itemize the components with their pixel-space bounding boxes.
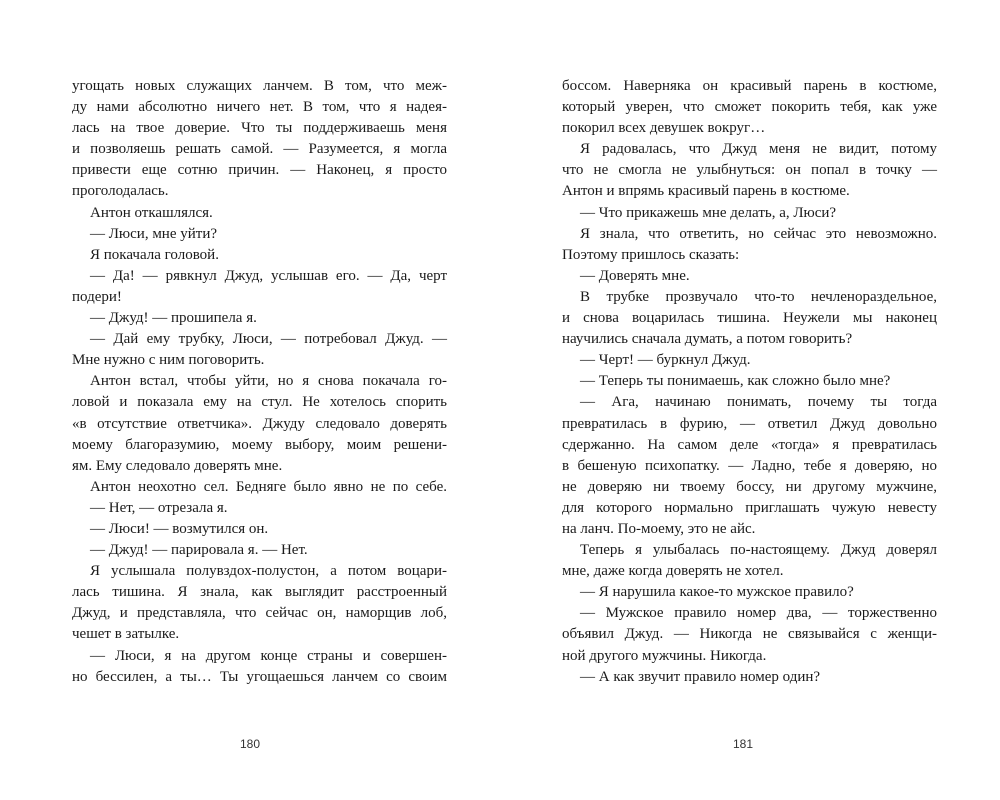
text-line: — Я нарушила какое-то мужское правило? [580, 584, 854, 601]
text-line: и позволяешь решать самой. — Разумеется, я могла [72, 141, 447, 158]
text-line: ловой и показала ему на стул. Не хотелось спорить [72, 394, 447, 411]
text-line: но бессилен, а ты… Ты угощаешься ланчем со своим [72, 668, 447, 685]
text-line: Поэтому пришлось сказать: [562, 246, 740, 263]
text-line: Джуд, и представляла, что сейчас он, наморщив лоб, [72, 605, 447, 622]
text-line: проголодалась. [72, 183, 169, 200]
text-line: Я радовалась, что Джуд меня не видит, потому [580, 141, 937, 158]
text-line: лась тишина. Я знала, как выглядит расстроенный [72, 584, 447, 601]
text-line: ям. Ему следовало доверять мне. [72, 457, 283, 474]
text-line: Теперь я улыбалась по-настоящему. Джуд доверял [580, 542, 937, 559]
text-line: научились сначала думать, а потом говорить? [562, 331, 853, 348]
text-line: Антон откашлялся. [90, 204, 213, 221]
text-line: — Черт! — буркнул Джуд. [580, 352, 751, 369]
text-line: — Теперь ты понимаешь, как сложно было мне? [580, 373, 891, 390]
text-line: «в отсутствие ответчика». Джуду следовало доверять [72, 415, 447, 432]
text-line: лась на твое доверие. Что ты поддерживаешь меня [72, 120, 447, 137]
text-line: — Джуд! — прошипела я. [90, 310, 257, 327]
text-line: — Джуд! — парировала я. — Нет. [90, 542, 308, 559]
text-line: Антон и впрямь красивый парень в костюме. [562, 183, 850, 200]
text-line: — А как звучит правило номер один? [580, 668, 821, 685]
text-line: В трубке прозвучало что-то нечленораздельное, [580, 288, 937, 305]
text-line: — Что прикажешь мне делать, а, Люси? [580, 204, 837, 221]
text-line: Мне нужно с ним поговорить. [72, 352, 265, 369]
text-line: превратилась в фурию, — ответил Джуд довольно [562, 415, 937, 432]
right-page-number: 181 [732, 737, 754, 751]
text-line: на ланч. По-моему, это не айс. [562, 520, 756, 537]
text-line: Я знала, что ответить, но сейчас это невозможно. [580, 225, 937, 242]
text-line: — Доверять мне. [580, 267, 690, 284]
text-line: Антон неохотно сел. Бедняге было явно не по себе. [90, 478, 447, 495]
text-line: — Нет, — отрезала я. [90, 499, 228, 516]
text-line: — Люси, я на другом конце страны и совершен- [90, 647, 447, 664]
text-line: моему благоразумию, моему выбору, моим решени- [72, 436, 447, 453]
text-line: мне, даже когда доверять не хотел. [562, 563, 784, 580]
text-line: ду нами абсолютно ничего нет. В том, что я надея- [72, 99, 447, 116]
text-line: сдержанно. На самом деле «тогда» я превратилась [562, 436, 937, 453]
text-line: в бешеную психопатку. — Ладно, тебе я доверяю, но [562, 457, 937, 474]
text-line: объявил Джуд. — Никогда не связывайся с женщи- [562, 626, 937, 643]
text-line: подери! [72, 288, 122, 305]
text-line: и снова воцарилась тишина. Неужели мы наконец [562, 310, 937, 327]
text-line: покорил всех девушек вокруг… [562, 120, 766, 137]
text-line: Антон встал, чтобы уйти, но я снова покачала го- [90, 373, 447, 390]
text-line: — Дай ему трубку, Люси, — потребовал Джуд. — [90, 331, 447, 348]
left-page [72, 76, 447, 688]
text-line: что не смогла не улыбнуться: он попал в точку — [562, 162, 937, 179]
text-line: — Люси! — возмутился он. [90, 520, 269, 537]
text-line: боссом. Наверняка он красивый парень в костюме, [562, 78, 937, 94]
text-line: для которого нормально приглашать чужую невесту [562, 499, 937, 516]
text-line: ной другого мужчины. Никогда. [562, 647, 767, 664]
text-line: — Да! — рявкнул Джуд, услышав его. — Да, черт [90, 267, 447, 284]
text-line: привести еще сотню причин. — Наконец, я просто [72, 162, 447, 179]
text-line: — Мужское правило номер два, — торжественно [580, 605, 937, 622]
text-line: угощать новых служащих ланчем. В том, что меж- [72, 78, 447, 94]
text-line: Я услышала полувздох-полустон, а потом воцари- [90, 563, 447, 580]
text-line: — Люси, мне уйти? [90, 225, 218, 242]
text-line: Я покачала головой. [90, 246, 219, 263]
text-line: — Ага, начинаю понимать, почему ты тогда [580, 394, 937, 411]
text-line: чешет в затылке. [72, 626, 180, 643]
left-page-number: 180 [239, 737, 261, 751]
text-line: не доверяю ни твоему боссу, ни другому мужчине, [562, 478, 937, 495]
right-page [562, 76, 937, 688]
text-line: который уверен, что сможет покорить тебя, как уже [562, 99, 937, 116]
